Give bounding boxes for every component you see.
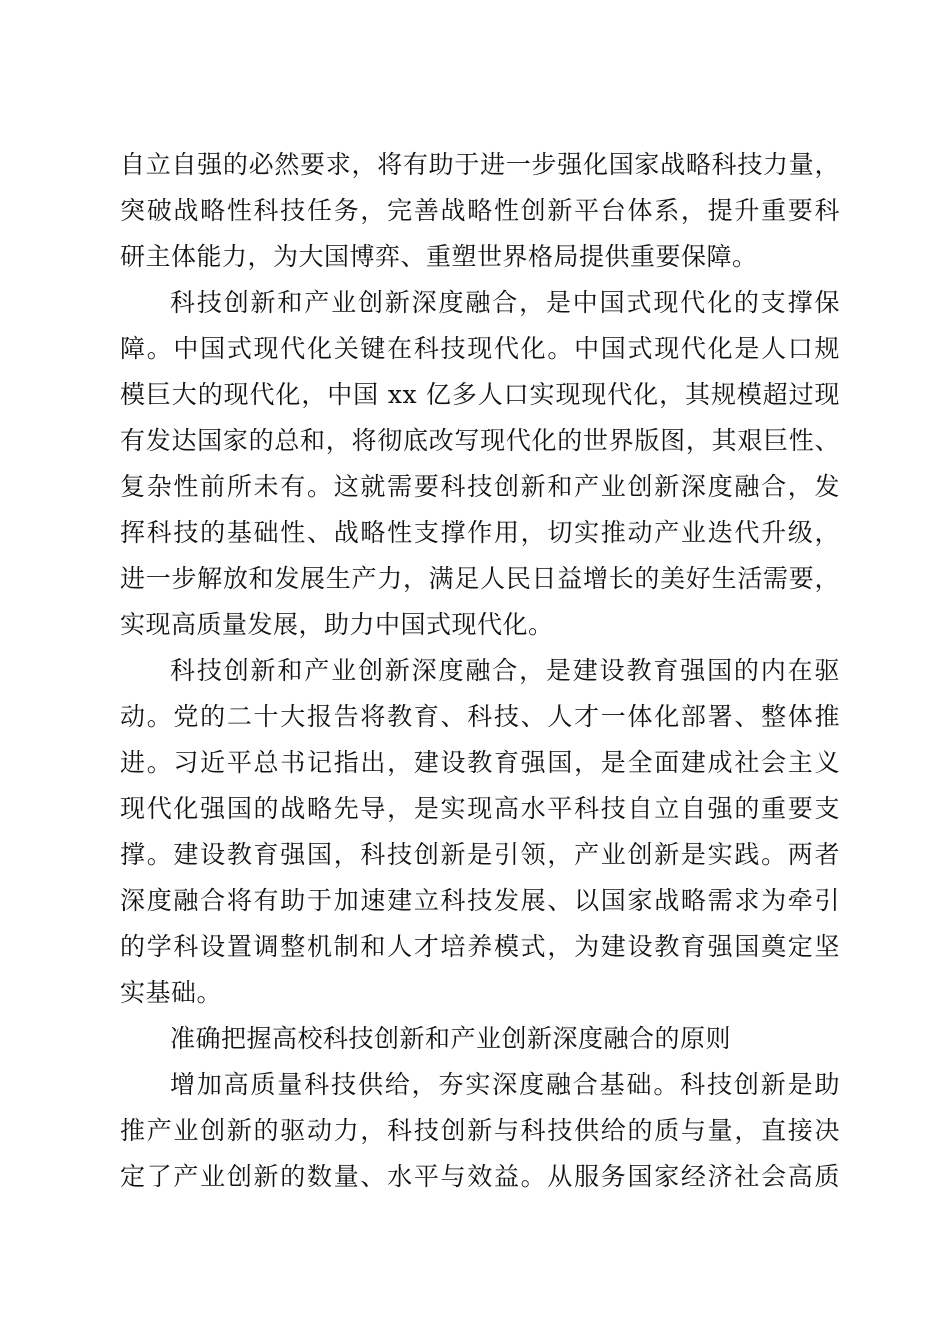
text-line-13: 动。党的二十大报告将教育、科技、人才一体化部署、整体推	[120, 702, 840, 731]
text-line-2: 突破战略性科技任务，完善战略性创新平台体系，提升重要科	[120, 196, 840, 225]
text-line-22: 推产业创新的驱动力，科技创新与科技供给的质与量，直接决	[120, 1116, 840, 1145]
text-line-18: 的学科设置调整机制和人才培养模式，为建设教育强国奠定坚	[120, 932, 840, 961]
text-line-6: 模巨大的现代化，中国 xx 亿多人口实现现代化，其规模超过现	[120, 380, 840, 409]
text-line-5: 障。中国式现代化关键在科技现代化。中国式现代化是人口规	[120, 334, 840, 363]
text-line-4: 科技创新和产业创新深度融合，是中国式现代化的支撑保	[170, 288, 840, 317]
text-line-17: 深度融合将有助于加速建立科技发展、以国家战略需求为牵引	[120, 886, 840, 915]
text-line-9: 挥科技的基础性、战略性支撑作用，切实推动产业迭代升级，	[120, 518, 840, 547]
text-line-23: 定了产业创新的数量、水平与效益。从服务国家经济社会高质	[120, 1162, 840, 1191]
text-line-1: 自立自强的必然要求，将有助于进一步强化国家战略科技力量，	[120, 150, 840, 179]
text-line-16: 撑。建设教育强国，科技创新是引领，产业创新是实践。两者	[120, 840, 840, 869]
text-line-14: 进。习近平总书记指出，建设教育强国，是全面建成社会主义	[120, 748, 840, 777]
text-line-8: 复杂性前所未有。这就需要科技创新和产业创新深度融合，发	[120, 472, 840, 501]
text-line-15: 现代化强国的战略先导，是实现高水平科技自立自强的重要支	[120, 794, 840, 823]
text-line-10: 进一步解放和发展生产力，满足人民日益增长的美好生活需要，	[120, 564, 840, 593]
text-line-19: 实基础。	[120, 978, 223, 1007]
text-line-21: 增加高质量科技供给，夯实深度融合基础。科技创新是助	[170, 1070, 840, 1099]
section-heading: 准确把握高校科技创新和产业创新深度融合的原则	[170, 1024, 732, 1053]
text-line-11: 实现高质量发展，助力中国式现代化。	[120, 610, 554, 639]
text-line-12: 科技创新和产业创新深度融合，是建设教育强国的内在驱	[170, 656, 840, 685]
text-line-7: 有发达国家的总和，将彻底改写现代化的世界版图，其艰巨性、	[120, 426, 840, 455]
text-line-3: 研主体能力，为大国博弈、重塑世界格局提供重要保障。	[120, 242, 758, 271]
